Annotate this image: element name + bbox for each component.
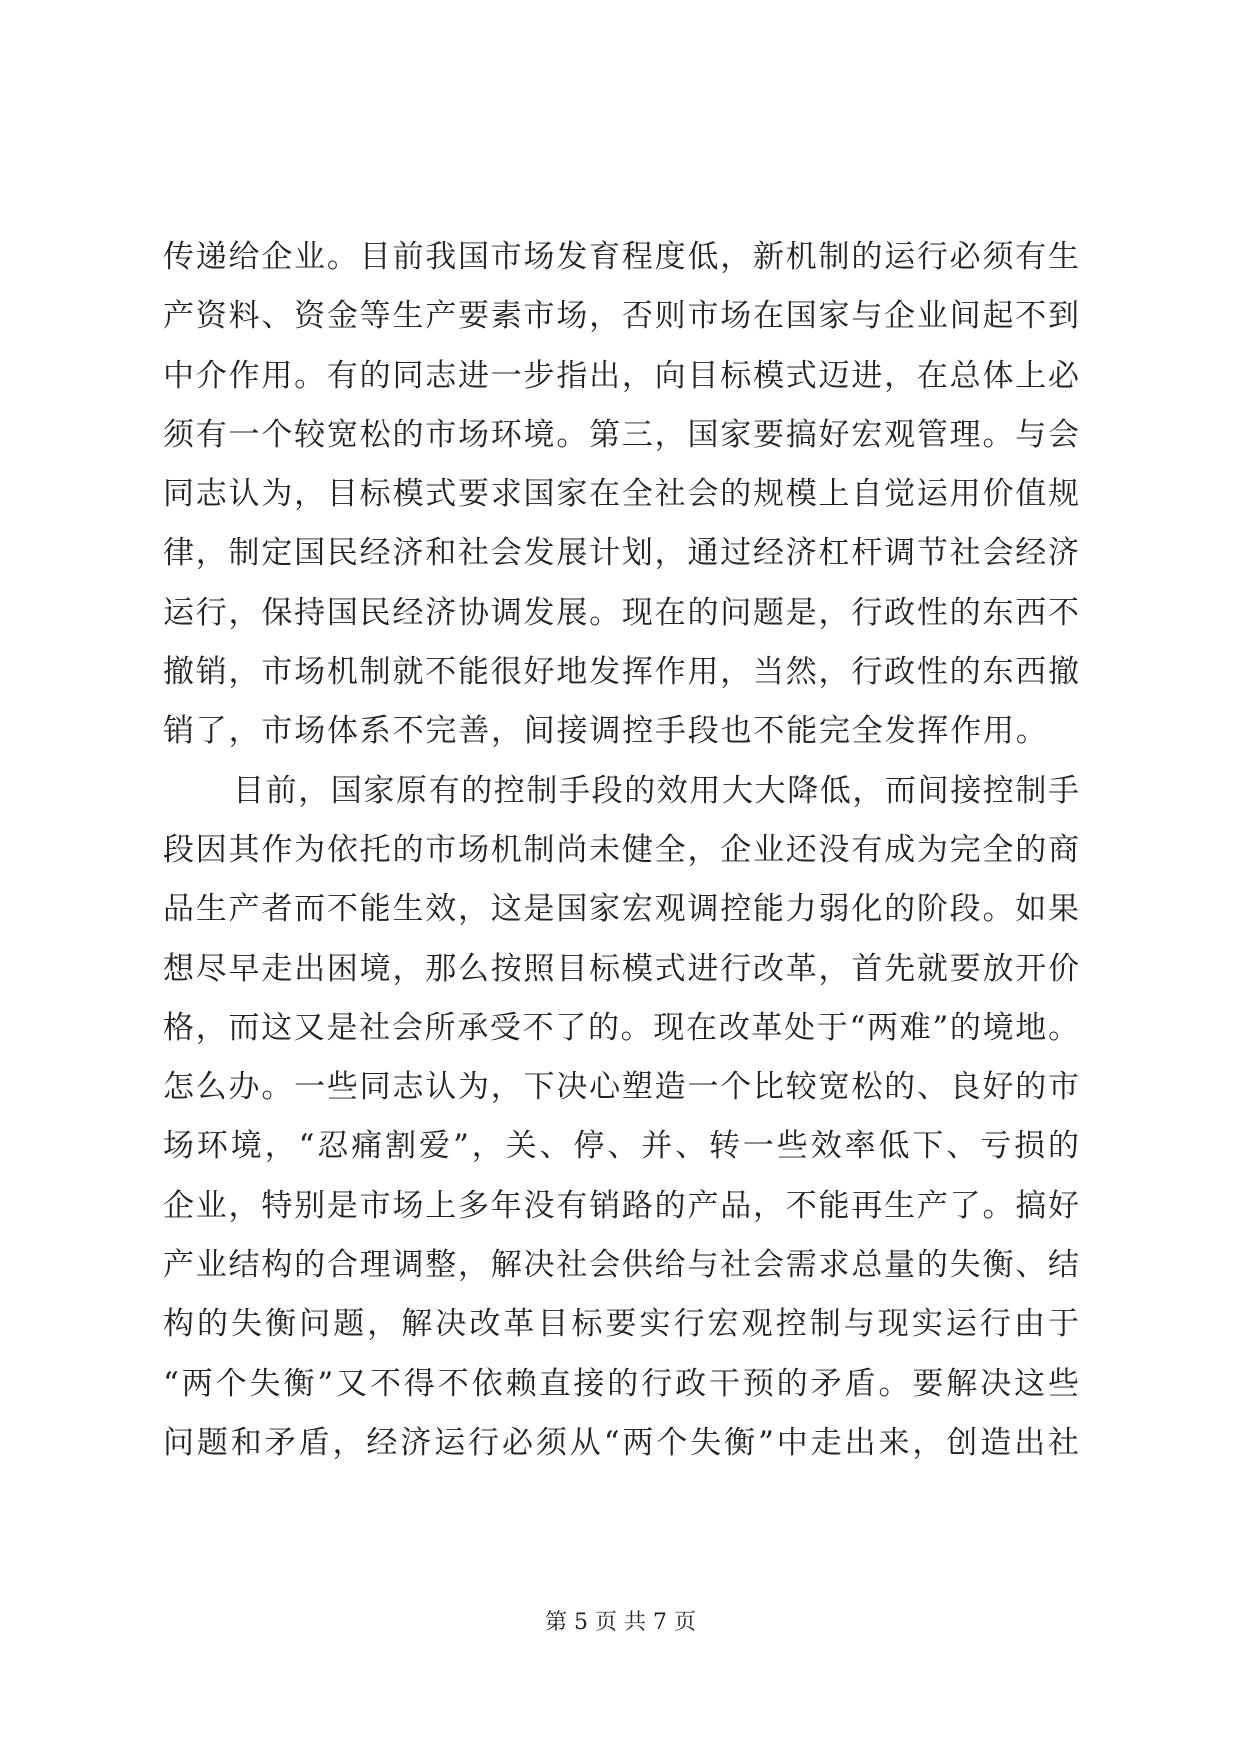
text-line: 品生产者而不能生效，这是国家宏观调控能力弱化的阶段。如果 [163,891,1079,928]
text-line: 场环境，“忍痛割爱”，关、停、并、转一些效率低下、亏损的 [163,1128,1079,1165]
page-number-footer: 第 5 页 共 7 页 [545,1610,696,1635]
text-line: 产资料、资金等生产要素市场，否则市场在国家与企业间起不到 [163,298,1079,335]
text-line: 撤销，市场机制就不能很好地发挥作用，当然，行政性的东西撤 [163,654,1079,691]
body-text [163,228,1079,1473]
text-line: 传递给企业。目前我国市场发育程度低，新机制的运行必须有生 [163,239,1079,275]
text-line: 段因其作为依托的市场机制尚未健全，企业还没有成为完全的商 [163,831,1079,868]
text-line: 中介作用。有的同志进一步指出，向目标模式迈进，在总体上必 [163,357,1079,394]
text-line: 运行，保持国民经济协调发展。现在的问题是，行政性的东西不 [163,594,1079,631]
text-line: 构的失衡问题，解决改革目标要实行宏观控制与现实运行由于 [163,1306,1079,1343]
text-line: “两个失衡”又不得不依赖直接的行政干预的矛盾。要解决这些 [163,1365,1079,1402]
text-line: 想尽早走出困境，那么按照目标模式进行改革，首先就要放开价 [163,950,1079,987]
text-line: 怎么办。一些同志认为，下决心塑造一个比较宽松的、良好的市 [163,1069,1079,1106]
text-line: 律，制定国民经济和社会发展计划，通过经济杠杆调节社会经济 [163,535,1079,572]
text-line: 格，而这又是社会所承受不了的。现在改革处于“两难”的境地。 [163,1009,1079,1046]
text-line: 须有一个较宽松的市场环境。第三，国家要搞好宏观管理。与会 [163,416,1079,453]
text-line: 问题和矛盾，经济运行必须从“两个失衡”中走出来，创造出社 [163,1424,1079,1461]
text-line: 企业，特别是市场上多年没有销路的产品，不能再生产了。搞好 [163,1187,1079,1224]
text-line: 同志认为，目标模式要求国家在全社会的规模上自觉运用价值规 [163,476,1079,513]
text-line: 产业结构的合理调整，解决社会供给与社会需求总量的失衡、结 [163,1247,1079,1284]
text-line: 销了，市场体系不完善，间接调控手段也不能完全发挥作用。 [163,713,1049,750]
paragraph-first-line: 目前，国家原有的控制手段的效用大大降低，而间接控制手 [233,772,1079,809]
